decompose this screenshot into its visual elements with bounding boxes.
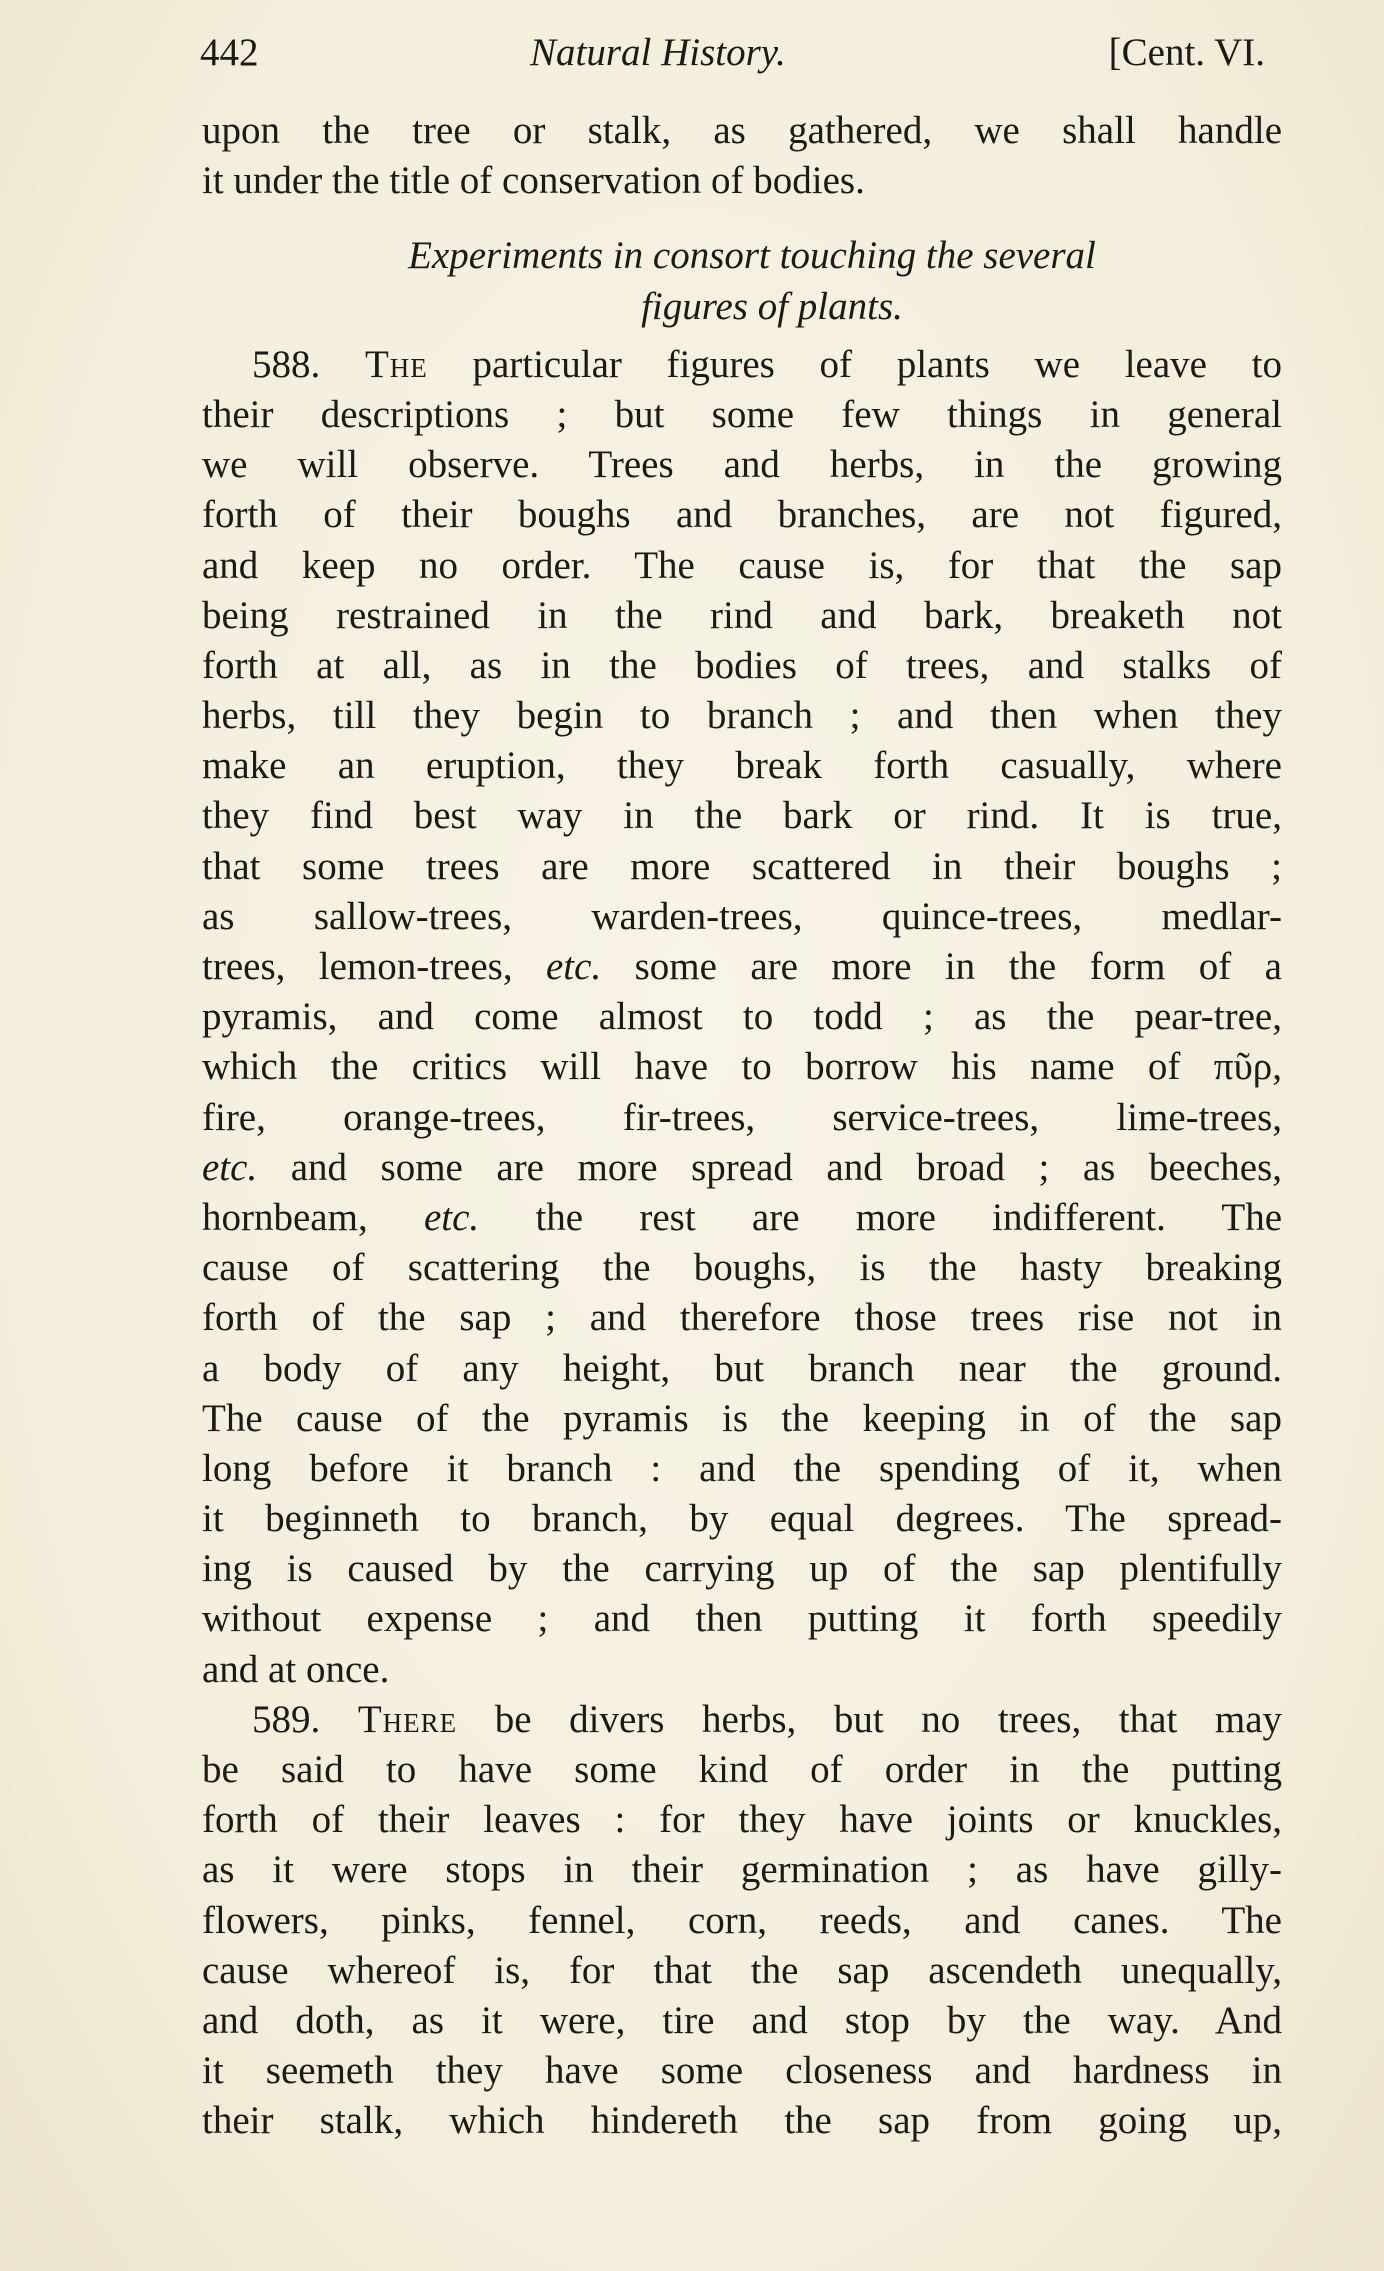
paragraph-opening-word: The [364, 342, 428, 386]
text-line: flowers, pinks, fennel, corn, reeds, and canes. The [202, 1898, 1282, 1942]
text-line: ing is caused by the carrying up of the sap plentifully [202, 1547, 1282, 1591]
running-head [200, 30, 1265, 90]
body-text [202, 106, 1282, 2147]
text-line: forth of their boughs and branches, are not figured, [202, 493, 1282, 537]
text-line: it beginneth to branch, by equal degrees. The spread- [202, 1497, 1282, 1541]
text-line: being restrained in the rind and bark, breaketh not [202, 593, 1282, 637]
paragraph-number: 588. [252, 342, 321, 386]
section-heading-continued: figures of plants. [641, 284, 903, 328]
text-line: which the critics will have to borrow his name of πῦρ, [202, 1045, 1282, 1089]
text-line: a body of any height, but branch near the ground. [202, 1346, 1282, 1390]
text-line: it under the title of conservation of bodies. [202, 159, 865, 203]
text-line: make an eruption, they break forth casually, where [202, 744, 1282, 788]
page-number: 442 [200, 31, 259, 74]
book-title: Natural History. [530, 31, 786, 74]
text-line: it seemeth they have some closeness and hardness in [202, 2049, 1282, 2093]
text-fragment: the rest are more indifferent. The [535, 1195, 1282, 1239]
text-fragment: and some are more spread and broad ; as beeches, [290, 1145, 1282, 1189]
paragraph-number: 589. [252, 1697, 321, 1741]
text-line: their descriptions ; but some few things in general [202, 392, 1282, 436]
text-line: pyramis, and come almost to todd ; as the pear-tree, [202, 995, 1282, 1039]
text-fragment: particular figures of plants we leave to [472, 342, 1282, 386]
spacer [202, 206, 1282, 231]
text-line: The cause of the pyramis is the keeping in of the sap [202, 1396, 1282, 1440]
text-line: forth of their leaves : for they have joints or knuckles, [202, 1798, 1282, 1842]
paragraph-opening-word: There [357, 1697, 458, 1741]
text-line [202, 942, 1282, 992]
text-line: as sallow-trees, warden-trees, quince-trees, medlar- [202, 894, 1282, 938]
text-line [202, 1143, 1282, 1193]
text-fragment: hornbeam, [202, 1195, 368, 1239]
etc-abbreviation: etc. [423, 1195, 480, 1239]
text-line: their stalk, which hindereth the sap from going up, [202, 2099, 1282, 2143]
etc-abbreviation: etc. [546, 945, 602, 988]
text-line: upon the tree or stalk, as gathered, we shall handle [202, 109, 1282, 152]
etc-abbreviation: etc. [202, 1145, 258, 1189]
text-line: cause whereof is, for that the sap ascendeth unequally, [202, 1948, 1282, 1992]
text-line: herbs, till they begin to branch ; and then when they [202, 694, 1282, 738]
spacer [202, 332, 1282, 340]
text-line: they find best way in the bark or rind. It is true, [202, 794, 1282, 838]
text-fragment: be divers herbs, but no trees, that may [494, 1697, 1282, 1741]
text-line: without expense ; and then putting it forth speedily [202, 1597, 1282, 1641]
text-line: and keep no order. The cause is, for that the sap [202, 543, 1282, 587]
paragraph-588-first-line [202, 340, 1282, 390]
text-line: fire, orange-trees, fir-trees, service-trees, lime-trees, [202, 1095, 1282, 1139]
text-line: long before it branch : and the spending of it, when [202, 1446, 1282, 1490]
text-fragment: some are more in the form of a [634, 945, 1282, 988]
text-line [202, 1193, 1282, 1243]
text-line: we will observe. Trees and herbs, in the growing [202, 443, 1282, 487]
text-line: and at once. [202, 1647, 390, 1691]
section-heading: Experiments in consort touching the several [408, 234, 1096, 278]
text-fragment: trees, lemon-trees, [202, 945, 513, 988]
text-line: forth of the sap ; and therefore those trees rise not in [202, 1296, 1282, 1340]
text-line: and doth, as it were, tire and stop by the way. And [202, 1998, 1282, 2042]
text-line: forth at all, as in the bodies of trees, and stalks of [202, 643, 1282, 687]
section-label: [Cent. VI. [1108, 31, 1265, 74]
paragraph-589-first-line [202, 1695, 1282, 1745]
text-line: as it were stops in their germination ; as have gilly- [202, 1848, 1282, 1892]
text-line: cause of scattering the boughs, is the hasty breaking [202, 1246, 1282, 1290]
text-line: be said to have some kind of order in the putting [202, 1748, 1282, 1791]
text-line: that some trees are more scattered in their boughs ; [202, 844, 1282, 888]
